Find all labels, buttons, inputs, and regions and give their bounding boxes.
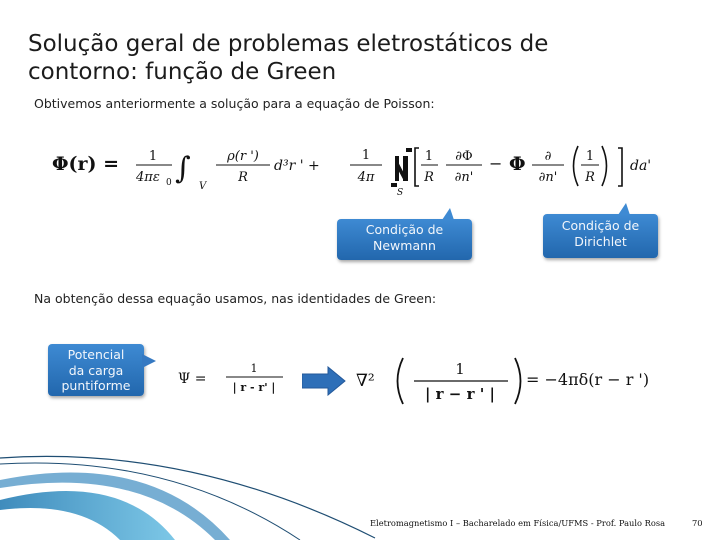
callout-newmann-line1: Condição de bbox=[365, 222, 444, 237]
eq1-frac7-num: 1 bbox=[585, 149, 595, 164]
green-identities-text: Na obtenção dessa equação usamos, nas identidades de Green: bbox=[34, 291, 437, 306]
eq2-num: 1 bbox=[250, 362, 258, 375]
eq1-frac6-den: ∂n' bbox=[538, 170, 558, 185]
right-arrow-icon bbox=[302, 366, 346, 400]
slide-title-line2: contorno: função de Green bbox=[28, 59, 337, 85]
eq1-frac3-den: 4π bbox=[357, 170, 375, 185]
callout-newmann-line2: Newmann bbox=[373, 238, 436, 253]
eq1-frac2-den: R bbox=[238, 170, 248, 185]
eq1-frac1-den: 4πε bbox=[136, 170, 160, 185]
callout-potencial-line1: Potencial bbox=[67, 347, 125, 362]
slide-title bbox=[28, 30, 588, 86]
laplacian-delta-equation bbox=[356, 352, 708, 414]
eq1-minus: − bbox=[489, 154, 503, 173]
eq2-den: | r - r' | bbox=[232, 381, 276, 394]
callout-dirichlet-line1: Condição de bbox=[561, 218, 640, 233]
eq1-volume-integral: ∫ bbox=[175, 151, 191, 186]
callout-potencial bbox=[48, 344, 144, 396]
callout-potencial-line3: puntiforme bbox=[61, 378, 131, 393]
slide-title-line1: Solução geral de problemas eletrostáticos de bbox=[28, 31, 549, 57]
eq1-frac4-den: R bbox=[424, 170, 434, 185]
decorative-wave bbox=[0, 440, 380, 544]
eq3-num: 1 bbox=[455, 360, 465, 378]
eq1-volume-sub: V bbox=[199, 181, 207, 192]
eq3-rhs: = −4πδ(r − r ') bbox=[526, 370, 650, 389]
point-charge-potential-equation bbox=[178, 360, 290, 408]
eq1-frac6-num: ∂ bbox=[544, 149, 552, 164]
intro-text: Obtivemos anteriormente a solução para a equação de Poisson: bbox=[34, 96, 435, 111]
eq1-frac5-num: ∂Φ bbox=[455, 149, 473, 164]
callout-dirichlet-line2: Dirichlet bbox=[574, 234, 627, 249]
page-number: 70 bbox=[692, 518, 703, 528]
eq2-lhs: Ψ = bbox=[178, 371, 207, 387]
eq1-frac7-den: R bbox=[585, 170, 595, 185]
footer-text: Eletromagnetismo I – Bacharelado em Física/UFMS - Prof. Paulo Rosa bbox=[370, 518, 666, 528]
eq3-nabla: ∇² bbox=[356, 371, 375, 391]
eq1-da: da' bbox=[630, 158, 652, 174]
eq3-den: | r − r ' | bbox=[425, 385, 495, 403]
callout-dirichlet bbox=[543, 214, 658, 258]
eq1-frac3-num: 1 bbox=[361, 148, 371, 163]
green-solution-equation bbox=[52, 140, 672, 200]
eq1-frac5-den: ∂n' bbox=[454, 170, 474, 185]
eq1-d3r: d³r ' + bbox=[274, 158, 320, 174]
eq1-frac2-num: ρ(r ') bbox=[227, 149, 259, 164]
eq1-phi: Φ bbox=[509, 153, 526, 175]
surface-integral-icon bbox=[391, 148, 412, 187]
callout-potencial-line2: da carga bbox=[68, 362, 124, 378]
callout-newmann bbox=[337, 219, 472, 260]
eq1-frac4-num: 1 bbox=[424, 149, 434, 164]
eq1-frac1-den-sub: 0 bbox=[166, 178, 172, 188]
eq1-surface-sub: S bbox=[397, 188, 404, 196]
eq1-lhs: Φ(r) = bbox=[52, 153, 120, 175]
eq1-frac1-num: 1 bbox=[148, 149, 158, 164]
